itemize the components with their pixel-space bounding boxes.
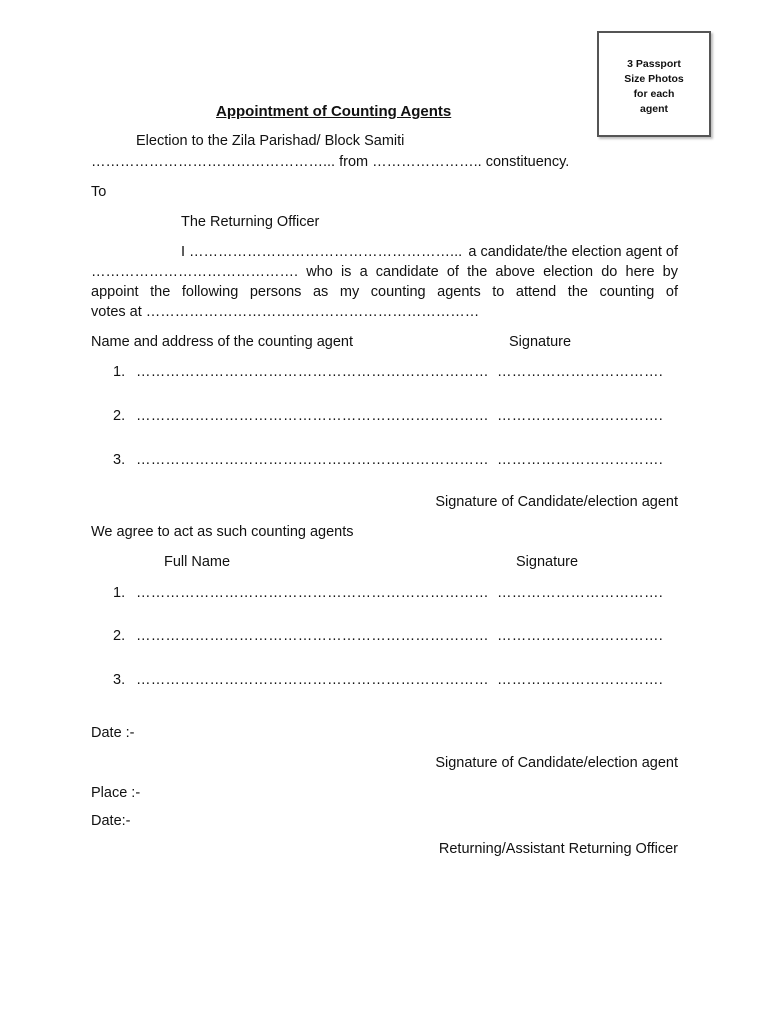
row-number: 2. [113, 628, 126, 644]
agent-name-blank: ……………………………………………………………… [136, 672, 489, 688]
row-number: 1. [113, 585, 126, 601]
agent-signature-blank: ……………………………. [497, 585, 663, 601]
agent-signature-blank: ……………………………. [497, 364, 663, 380]
agent-name-blank: ……………………………………………………………… [136, 628, 489, 644]
agent-signature-blank: ……………………………. [497, 628, 663, 644]
returning-officer-label: Returning/Assistant Returning Officer [438, 841, 678, 857]
para-line-1 [181, 244, 678, 260]
form-title: Appointment of Counting Agents [216, 103, 452, 120]
date-label-2: Date:- [91, 813, 131, 829]
row-number: 3. [113, 452, 126, 468]
agent-name-blank: ……………………………………………………………… [136, 585, 489, 601]
passport-photo-box [597, 31, 711, 137]
row-number: 3. [113, 672, 126, 688]
agent-name-blank: ……………………………………………………………… [136, 408, 489, 424]
election-line: Election to the Zila Parishad/ Block Samiti [136, 133, 405, 149]
section2-name-header: Full Name [164, 554, 231, 570]
para-line-4: votes at …………………………………………………………… [91, 304, 480, 320]
para-line-2: ……………………………………. who is a candidate of the above election do here by [91, 264, 678, 280]
agree-statement: We agree to act as such counting agents [91, 524, 354, 540]
place-label: Place :- [91, 785, 141, 801]
para-line-1-blank: I ………………………………………………... [181, 244, 463, 260]
para-line-3: appoint the following persons as my counting agents to attend the counting of [91, 284, 678, 300]
candidate-signature-label: Signature of Candidate/election agent [435, 494, 678, 510]
agent-signature-blank: ……………………………. [497, 408, 663, 424]
passport-photo-text: 3 Passport Size Photos for each agent [624, 58, 684, 115]
para-line-1-text: a candidate/the election agent of [468, 244, 678, 260]
returning-officer: The Returning Officer [181, 214, 320, 230]
agent-signature-blank: ……………………………. [497, 672, 663, 688]
date-label: Date :- [91, 725, 135, 741]
section1-signature-header: Signature [509, 334, 572, 350]
row-number: 1. [113, 364, 126, 380]
constituency-line: …………………………………………... from ………………….. constituency. [91, 154, 570, 170]
to-label: To [91, 184, 107, 200]
section1-name-header: Name and address of the counting agent [91, 334, 353, 350]
agent-name-blank: ……………………………………………………………… [136, 452, 489, 468]
agent-name-blank: ……………………………………………………………… [136, 364, 489, 380]
row-number: 2. [113, 408, 126, 424]
agent-signature-blank: ……………………………. [497, 452, 663, 468]
section2-signature-header: Signature [516, 554, 579, 570]
candidate-signature-label-2: Signature of Candidate/election agent [435, 755, 678, 771]
